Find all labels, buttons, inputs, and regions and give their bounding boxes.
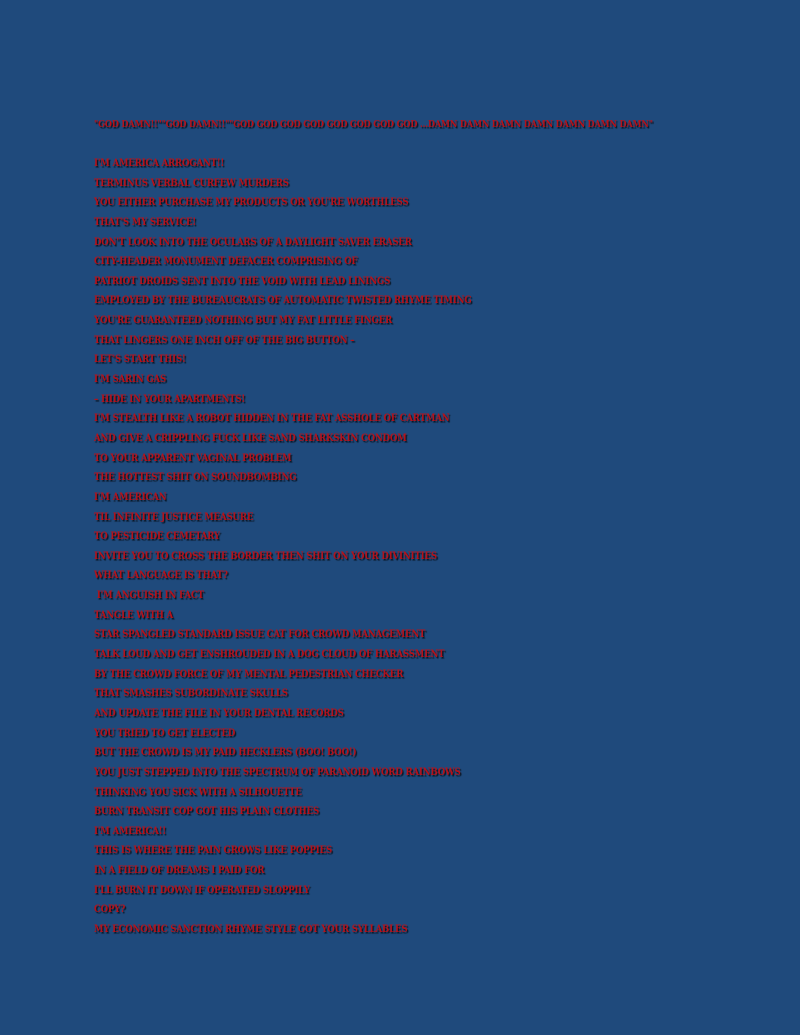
lyric-line: AND UPDATE THE FILE IN YOUR DENTAL RECORDS [94,707,344,719]
lyric-line: INVITE YOU TO CROSS THE BORDER THEN SHIT ON YOUR DIVINITIES [94,550,437,562]
lyric-line: YOU'RE GUARANTEED NOTHING BUT MY FAT LITTLE FINGER [94,315,393,327]
lyrics-lines [94,154,784,940]
lyric-line: CITY-HEADER MONUMENT DEFACER COMPRISING OF [94,256,358,268]
lyric-line: THINKING YOU SICK WITH A SILHOUETTE [94,786,302,798]
lyric-line: TALK LOUD AND GET ENSHROUDED IN A DOG CLOUD OF HARASSMENT [94,649,445,661]
lyric-line: I'M AMERICA!! [94,825,166,837]
lyric-line: THAT'S MY SERVICE! [94,216,197,228]
lyric-line: I'M AMERICAN [94,491,167,503]
lyric-line: THIS IS WHERE THE PAIN GROWS LIKE POPPIES [94,845,333,857]
lyric-line: THE HOTTEST SHIT ON SOUNDBOMBING [94,472,297,484]
lyrics-intro: "GOD DAMN!!""GOD DAMN!!""GOD GOD GOD GOD GOD GOD GOD GOD ...DAMN DAMN DAMN DAMN DAMN DAMN DAMN" [94,119,653,130]
lyric-line: TIL INFINITE JUSTICE MEASURE [94,511,254,523]
lyric-line: PATRIOT DROIDS SENT INTO THE VOID WITH LEAD LININGS [94,275,391,287]
lyric-line: YOU JUST STEPPED INTO THE SPECTRUM OF PARANOID WORD RAINBOWS [94,766,461,778]
lyric-line: DON'T LOOK INTO THE OCULARS OF A DAYLIGHT SAVER ERASER [94,236,412,248]
lyric-line: STAR SPANGLED STANDARD ISSUE CAT FOR CROWD MANAGEMENT [94,629,426,641]
lyric-line: TERMINUS VERBAL CURFEW MURDERS [94,177,289,189]
lyric-line: YOU TRIED TO GET ELECTED [94,727,236,739]
lyric-line: BURN TRANSIT COP GOT HIS PLAIN CLOTHES [94,806,320,818]
lyric-line: AND GIVE A CRIPPLING FUCK LIKE SAND SHARKSKIN CONDOM [94,432,407,444]
lyric-line: TO YOUR APPARENT VAGINAL PROBLEM [94,452,292,464]
lyric-line: MY ECONOMIC SANCTION RHYME STYLE GOT YOUR SYLLABLES [94,923,408,935]
lyric-line: IN A FIELD OF DREAMS I PAID FOR [94,865,265,877]
lyric-line: WHAT LANGUAGE IS THAT? [94,570,228,582]
lyric-line: THAT LINGERS ONE INCH OFF OF THE BIG BUTTON – [94,334,355,346]
lyric-line: I'M SARIN GAS [94,374,167,386]
lyrics-block [94,115,784,940]
lyric-line: – HIDE IN YOUR APARTMENTS! [94,393,246,405]
lyric-line: TO PESTICIDE CEMETARY [94,531,220,543]
lyric-line: BY THE CROWD FORCE OF MY MENTAL PEDESTRIAN CHECKER [94,668,404,680]
lyric-line: I'LL BURN IT DOWN IF OPERATED SLOPPILY [94,884,310,896]
lyric-line: YOU EITHER PURCHASE MY PRODUCTS OR YOU'RE WORTHLESS [94,197,409,209]
lyric-line: EMPLOYED BY THE BUREAUCRATS OF AUTOMATIC TWISTED RHYME TIMING [94,295,472,307]
lyric-line: TANGLE WITH A [94,609,174,621]
lyric-line: I'M ANGUISH IN FACT [94,590,204,602]
lyric-line: LET'S START THIS! [94,354,186,366]
lyric-line: THAT SMASHES SUBORDINATE SKULLS [94,688,288,700]
lyric-line: I'M AMERICA ARROGANT!! [94,158,225,169]
lyric-line: I'M STEALTH LIKE A ROBOT HIDDEN IN THE FAT ASSHOLE OF CARTMAN [94,413,450,425]
lyric-line: COPY? [94,904,126,916]
lyric-line: BUT THE CROWD IS MY PAID HECKLERS (BOO! BOO!) [94,747,357,759]
